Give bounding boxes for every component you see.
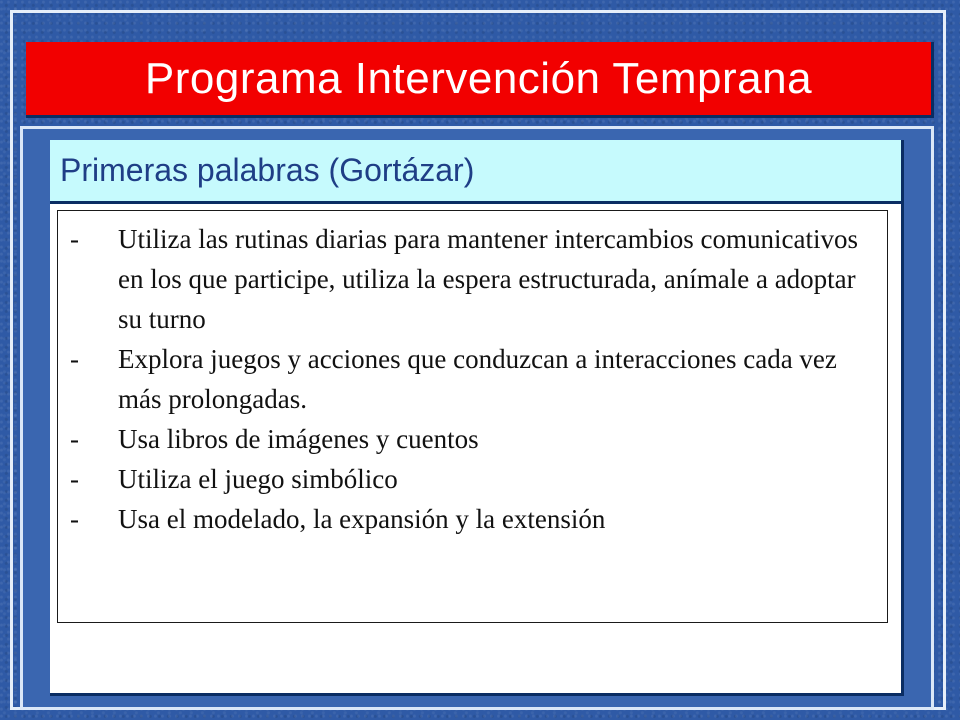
bullet-text: Utiliza las rutinas diarias para mantener intercambios comunicativos en los que participe, utiliza la espera estructurada, anímale a adoptar su turno [118, 224, 858, 334]
bullet-item [68, 219, 875, 339]
bullet-marker: - [70, 464, 79, 494]
bullet-marker: - [70, 424, 79, 454]
bullet-text: Usa el modelado, la expansión y la extensión [118, 504, 606, 534]
bullet-text: Utiliza el juego simbólico [118, 464, 398, 494]
bullet-item [68, 459, 875, 499]
bullet-marker: - [70, 504, 79, 534]
slide-subtitle: Primeras palabras (Gortázar) [60, 152, 475, 188]
bullet-item [68, 419, 875, 459]
bullet-item [68, 339, 875, 419]
title-bar [26, 42, 934, 118]
bullet-marker: - [70, 224, 79, 254]
bullet-text-box [57, 210, 888, 623]
bullet-list [68, 219, 875, 539]
subtitle-bar [50, 140, 904, 204]
bullet-marker: - [70, 344, 79, 374]
slide-title: Programa Intervención Temprana [144, 53, 813, 103]
bullet-text: Usa libros de imágenes y cuentos [118, 424, 479, 454]
bullet-text: Explora juegos y acciones que conduzcan a interacciones cada vez más prolongadas. [118, 344, 837, 414]
bullet-item [68, 499, 875, 539]
